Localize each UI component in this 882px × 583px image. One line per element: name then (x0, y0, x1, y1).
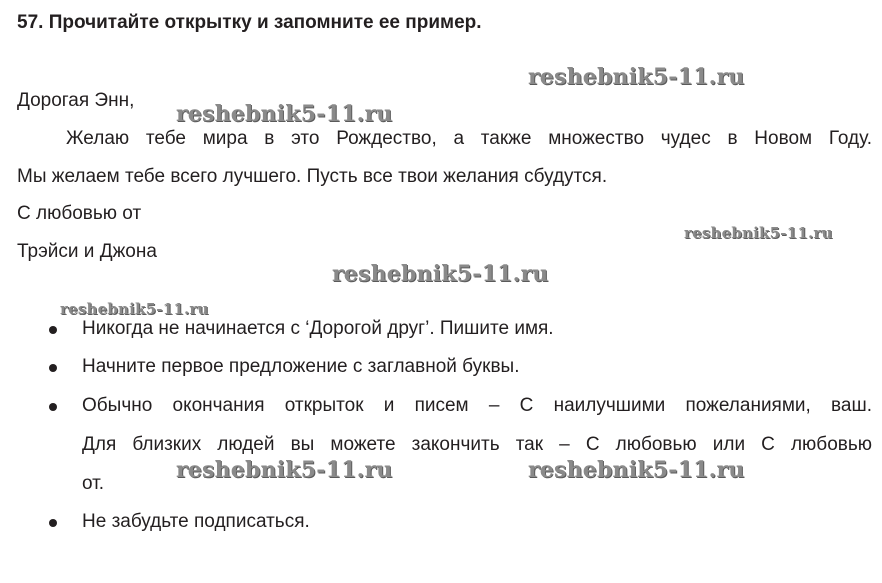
postcard-body-line-1: Желаю тебе мира в это Рождество, а также множество чудес в Новом Году. (66, 128, 872, 149)
tip-item-3-line-3: от. (82, 473, 105, 494)
postcard-closing: С любовью от (17, 203, 142, 224)
tip-item-4: Не забудьте подписаться. (82, 511, 310, 532)
tip-item-1: Никогда не начинается с ‘Дорогой друг’. Пишите имя. (82, 318, 554, 339)
watermark: reshebnik5-11.ru (176, 101, 393, 127)
tip-item-3-line-2: Для близких людей вы можете закончить так – С любовью или С любовью (82, 434, 872, 455)
bullet-icon (49, 364, 57, 372)
watermark: reshebnik5-11.ru (176, 457, 393, 483)
watermark: reshebnik5-11.ru (332, 261, 549, 287)
exercise-title: 57. Прочитайте открытку и запомните ее пример. (17, 12, 482, 33)
postcard-body-line-2: Мы желаем тебе всего лучшего. Пусть все твои желания сбудутся. (17, 166, 608, 187)
watermark: reshebnik5-11.ru (528, 457, 745, 483)
bullet-icon (49, 403, 57, 411)
tip-item-2: Начните первое предложение с заглавной буквы. (82, 356, 520, 377)
watermark: reshebnik5-11.ru (528, 64, 745, 90)
bullet-icon (49, 326, 57, 334)
postcard-signature: Трэйси и Джона (17, 241, 157, 262)
bullet-icon (49, 519, 57, 527)
watermark: reshebnik5-11.ru (60, 300, 209, 318)
watermark: reshebnik5-11.ru (684, 224, 833, 242)
tip-item-3-line-1: Обычно окончания открыток и писем – С наилучшими пожеланиями, ваш. (82, 395, 872, 416)
postcard-greeting: Дорогая Энн, (17, 90, 135, 111)
